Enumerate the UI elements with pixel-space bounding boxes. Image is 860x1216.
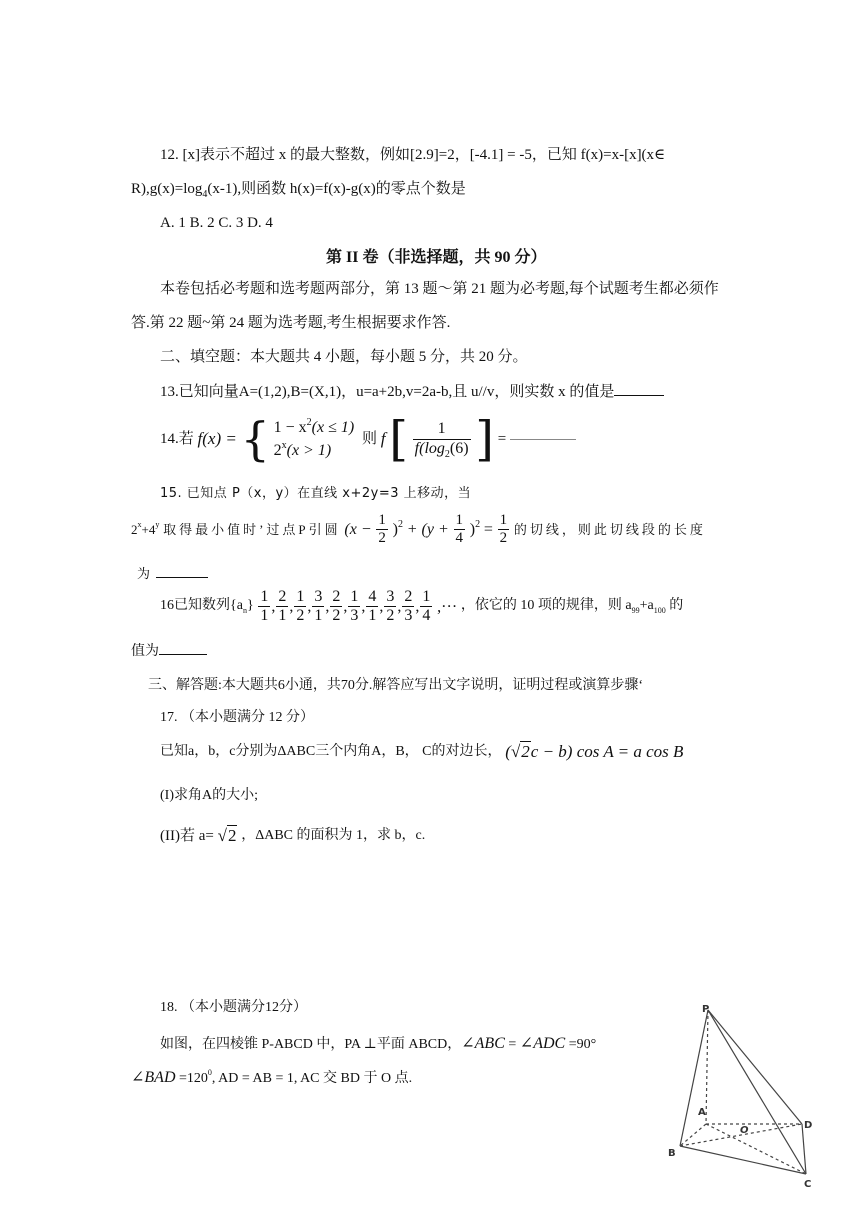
q16-fraction: $\frac{2}{3}$ (404, 588, 413, 625)
label-D: D (804, 1120, 813, 1131)
section3-header: 三、解答题:本大题共6小通，共70分.解答应写出文字说明，证明过程或演算步骤‘ (148, 678, 644, 693)
q16-fraction: $\frac{3}{1}$ (314, 588, 323, 625)
section2-title: 第 II 卷（非选择题，共 90 分） (326, 249, 547, 266)
q12-line2: $R),g(x)=\log_4(x-1)$,则函数 h(x)=f(x)-g(x)的零点个数是 (131, 181, 466, 200)
q16-fraction: $\frac{1}{3}$ (350, 588, 359, 625)
q17-text: 已知a，b，c分别为ΔABC三个内角A，B， C的对边长， (√2c − b) cos A = a cos B (160, 742, 684, 761)
q12-options: A. 1 B. 2 C. 3 D. 4 (160, 215, 273, 231)
q15-line3: 为 (137, 566, 208, 582)
label-B: B (668, 1148, 676, 1159)
q15-line1: 15. 已知点 P（x，y）在直线 x+2y=3 上移动，当 (160, 486, 472, 501)
q18-line2: ∠BAD $=120^0$, AD = AB = 1, AC 交 BD 于 O 点. (131, 1068, 413, 1086)
fill-header: 二、填空题：本大题共 4 小题，每小题 5 分，共 20 分。 (160, 349, 528, 365)
q16-fraction: $\frac{1}{4}$ (422, 588, 431, 625)
q14-answer-blank[interactable] (510, 439, 576, 440)
q16-answer-blank[interactable] (159, 654, 207, 655)
q13: 13.已知向量A=(1,2),B=(X,1)，u=a+2b,v=2a-b,且 u//v，则实数 x 的值是 (160, 383, 664, 401)
label-P: P (702, 1004, 710, 1015)
q16-sequence: $\frac{1}{1}$ , $\frac{2}{1}$ , $\frac{1}{2}$ , $\frac{3}{1}$ , $\frac{2}{2}$ , $\frac{1}{3}$ , $\frac{4}{1}$ , $\frac{3}{2}$ , $\frac{2}{3}$ , $\frac{1}{4}$ (260, 588, 431, 625)
q16-line1: 16已知数列$\{a_n\}$ $\frac{1}{1}$ , $\frac{2}{1}$ , $\frac{1}{2}$ , $\frac{3}{1}$ , $\frac{2}{2}$ , $\frac{1}{3}$ , $\frac{4}{1}$ , $\frac{3}{2}$ , $\frac{2}{3}$ , $\frac{1}{4}$ ,··· ，依它的 10 项的规律，则 $a_{99}+a_{100}$ 的 (160, 588, 684, 625)
q15-line2: $2^x+4^y$ 取得最小值时’过点P引圆 (x − $\frac{1}{2}$ )$^2$ + (y + $\frac{1}{4}$ )$^2$ = $\frac{1}{2}$ 的切线，则此切线段的长度 (131, 512, 706, 547)
q14-brace: { (240, 412, 270, 466)
q15-answer-blank[interactable] (156, 577, 208, 578)
q16-line2: 值为 (131, 644, 207, 661)
q12-line1: 12. [x]表示不超过 x 的最大整数，例如[2.9]=2，[-4.1] = -5，已知 f(x)=x-[x](x∈ (160, 147, 666, 163)
q17-title: 17. （本小题满分 12 分） (160, 710, 314, 725)
q16-fraction: $\frac{4}{1}$ (368, 588, 377, 625)
q18-title: 18. （本小题满分12分） (160, 1000, 307, 1015)
q14: 14.若 f(x) = { $1 - x^2(x \le 1)$ $2^x(x > 1)$ 则 f [ $\frac{1}{f(\log_2(6)}$ ] = (160, 415, 576, 465)
q16-fraction: $\frac{3}{2}$ (386, 588, 395, 625)
label-A: A (698, 1107, 706, 1118)
pyramid-figure (660, 998, 820, 1188)
q18-line1: 如图，在四棱锥 P-ABCD 中，PA ⊥平面 ABCD，∠ABC = ∠ADC =90° (160, 1035, 597, 1052)
q16-fraction: $\frac{1}{1}$ (260, 588, 269, 625)
section2-intro2: 答.第 22 题~第 24 题为选考题,考生根据要求作答. (131, 315, 451, 331)
q16-fraction: $\frac{2}{2}$ (332, 588, 341, 625)
label-C: C (804, 1179, 812, 1188)
q16-fraction: $\frac{2}{1}$ (278, 588, 287, 625)
label-O: O (740, 1125, 749, 1136)
q17-part1: (I)求角A的大小; (160, 788, 258, 803)
q16-fraction: $\frac{1}{2}$ (296, 588, 305, 625)
section2-intro1: 本卷包括必考题和选考题两部分，第 13 题～第 21 题为必考题,每个试题考生都必须作 (160, 281, 719, 297)
q13-answer-blank[interactable] (614, 395, 664, 396)
q17-part2: (II)若 a= √2 ，ΔABC 的面积为 1，求 b，c. (160, 826, 426, 845)
